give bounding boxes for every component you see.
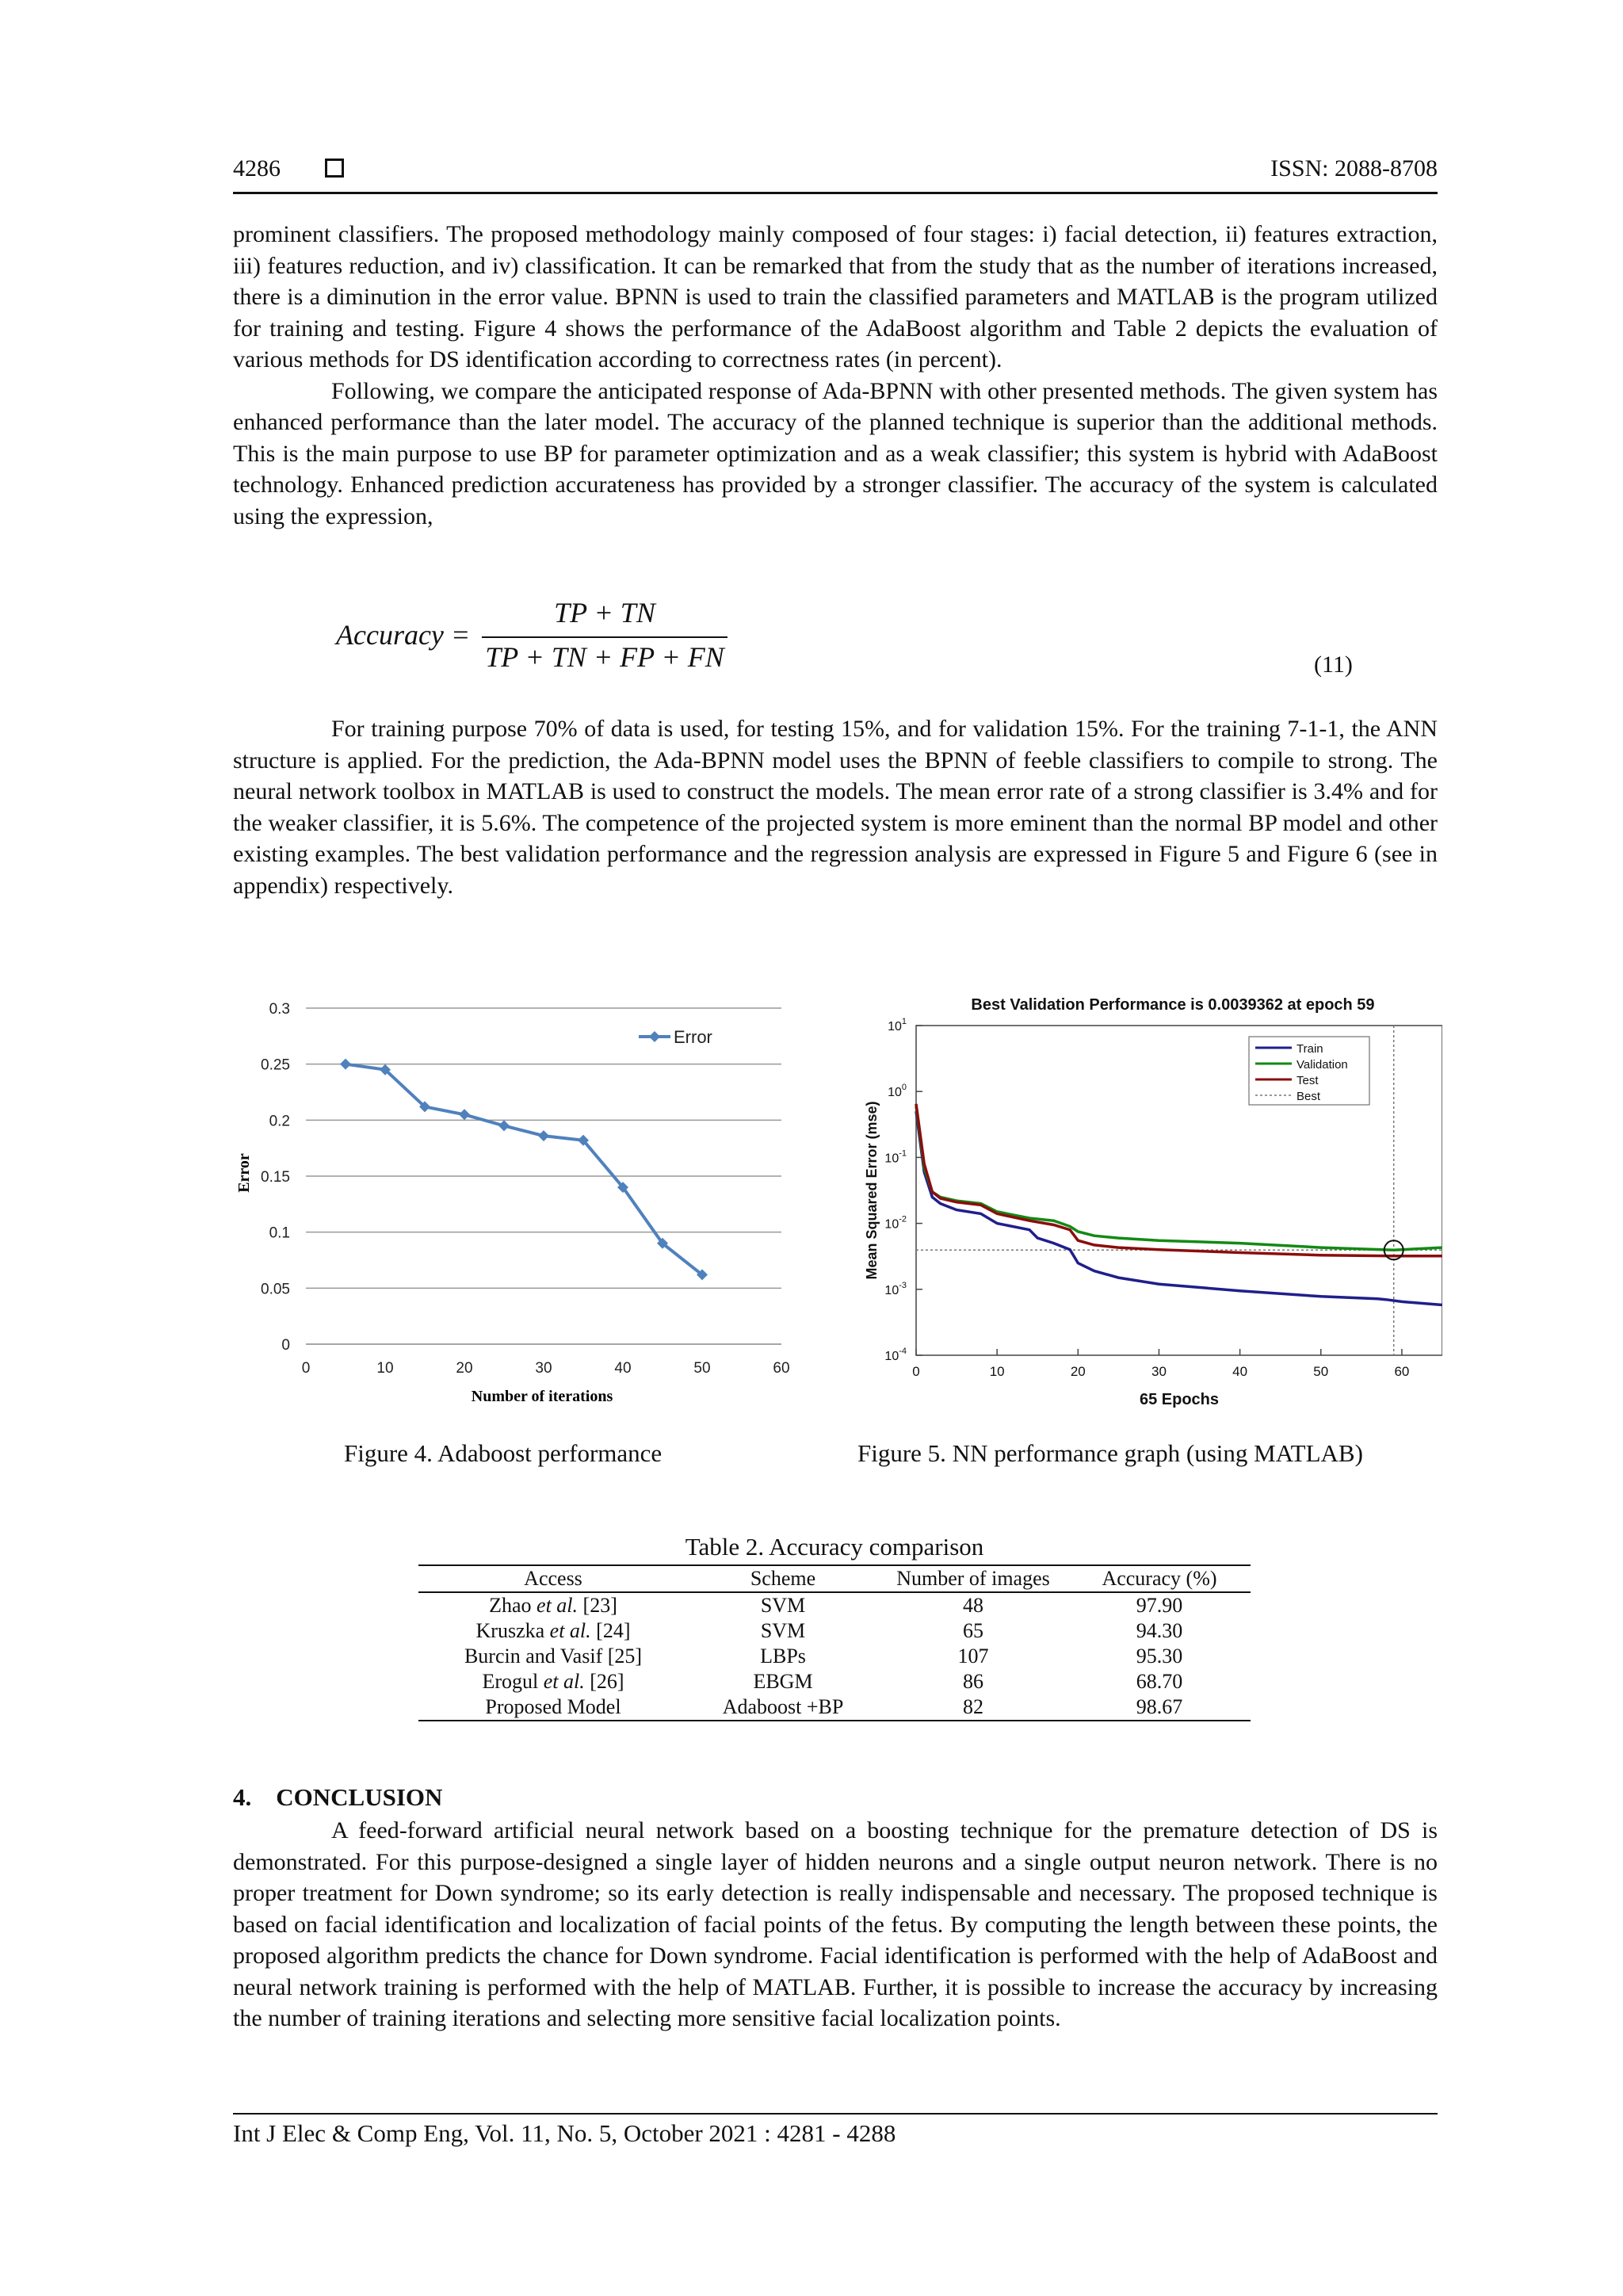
equation-denominator: TP + TN + FP + FN xyxy=(485,641,724,673)
legend-validation-label: Validation xyxy=(1296,1058,1348,1072)
data-point xyxy=(538,1130,549,1141)
scheme-cell: EBGM xyxy=(753,1670,813,1693)
x-tick-label: 20 xyxy=(1070,1364,1086,1379)
table-header-row xyxy=(418,1565,1251,1592)
header-accuracy: Accuracy (%) xyxy=(1068,1565,1251,1592)
accuracy-cell: 68.70 xyxy=(1136,1670,1183,1693)
body-text-top xyxy=(233,219,1438,532)
x-tick-label: 60 xyxy=(1394,1364,1410,1379)
data-point xyxy=(498,1120,510,1131)
accuracy-cell: 95.30 xyxy=(1136,1645,1183,1668)
body-paragraph: Following, we compare the anticipated response of Ada-BPNN with other presented methods. The given system has enhanced performance than the later model. The accuracy of the planned technique is superior than the additional methods. This is the main purpose to use BP for parameter optimization and as a weak classifier; this system is hybrid with AdaBoost technology. Enhanced prediction accurateness has provided by a stronger classifier. The accuracy of the system is calculated using the expression, xyxy=(233,377,1438,529)
data-point xyxy=(459,1109,470,1120)
chart-title: Best Validation Performance is 0.0039362 at epoch 59 xyxy=(971,996,1375,1014)
images-cell: 82 xyxy=(878,1694,1068,1721)
y-tick-label: 0 xyxy=(281,1337,290,1354)
issn: ISSN: 2088-8708 xyxy=(1270,155,1438,181)
footer-rule xyxy=(233,2113,1438,2115)
equation-number: (11) xyxy=(1314,651,1353,678)
accuracy-cell: 98.67 xyxy=(1068,1694,1251,1721)
header-images: Number of images xyxy=(878,1565,1068,1592)
x-tick-label: 50 xyxy=(1313,1364,1329,1379)
section-heading: 4. CONCLUSION xyxy=(233,1783,443,1811)
table-row xyxy=(418,1694,1251,1721)
images-cell: 107 xyxy=(957,1645,989,1668)
equation-numerator: TP + TN xyxy=(554,597,655,628)
legend-label: Error xyxy=(674,1027,712,1047)
table-row xyxy=(418,1669,1251,1694)
figure-5-chart xyxy=(856,991,1442,1419)
access-cell: Erogul et al. [26] xyxy=(482,1670,624,1693)
equation-lhs: Accuracy = xyxy=(336,619,471,651)
y-tick-label: $10^{-4}$ xyxy=(884,1347,907,1363)
scheme-cell: Adaboost +BP xyxy=(688,1694,878,1721)
access-cell: Zhao et al. [23] xyxy=(489,1594,617,1617)
y-axis-label: Mean Squared Error (mse) xyxy=(864,1101,880,1280)
y-tick-label: 0.2 xyxy=(269,1113,290,1130)
y-tick-label: 0.1 xyxy=(269,1224,290,1242)
y-tick-label: 0.3 xyxy=(269,1001,290,1018)
images-cell: 48 xyxy=(963,1594,983,1617)
y-tick-label: 0.25 xyxy=(261,1056,290,1074)
x-tick-label: 10 xyxy=(989,1364,1005,1379)
accuracy-cell: 97.90 xyxy=(1136,1594,1183,1617)
x-tick-label: 40 xyxy=(1232,1364,1248,1379)
y-tick-label: $10^{-3}$ xyxy=(884,1280,907,1297)
y-tick-label: 0.15 xyxy=(261,1169,290,1186)
body-paragraph: For training purpose 70% of data is used, for testing 15%, and for validation 15%. For the training 7-1-1, the ANN structure is applied. For the prediction, the Ada-BPNN model uses the BPNN of feeble classifiers to compile to strong. The neural network toolbox in MATLAB is used to construct the models. The mean error rate of a strong classifier is 3.4% and for the weaker classifier, it is 5.6%. The competence of the projected system is more eminent than the normal BP model and other existing examples. The best validation performance and the regression analysis are expressed in Figure 5 and Figure 6 (see in appendix) respectively. xyxy=(233,716,1438,899)
y-tick-label: 0.05 xyxy=(261,1281,290,1298)
body-paragraph: A feed-forward artificial neural network based on a boosting technique for the premature detection of DS is demonstrated. For this purpose-designed a single layer of hidden neurons and a single output neuron network. There is no proper treatment for Down syndrome; so its early detection is really indispensable and necessary. The proposed technique is based on facial identification and localization of facial points of the fetus. By computing the length between these points, the proposed algorithm predicts the chance for Down syndrome. Facial identification is performed with the help of AdaBoost and neural network training is performed with the help of MATLAB. Further, it is possible to increase the accuracy by increasing the number of training iterations and selecting more sensitive facial localization points. xyxy=(233,1817,1438,2031)
x-tick-label: 50 xyxy=(693,1360,711,1377)
scheme-cell: SVM xyxy=(760,1594,806,1617)
figure-4-chart xyxy=(233,991,804,1411)
y-tick-label: $10^{-1}$ xyxy=(884,1148,907,1166)
accuracy-table xyxy=(418,1564,1251,1721)
page-number: 4286 xyxy=(233,155,281,181)
data-point xyxy=(340,1059,351,1070)
access-cell: Burcin and Vasif [25] xyxy=(464,1645,643,1668)
y-axis-label: Error xyxy=(235,1153,253,1193)
x-tick-label: 60 xyxy=(773,1360,790,1377)
error-series-line xyxy=(346,1064,702,1275)
figure-4-caption: Figure 4. Adaboost performance xyxy=(344,1439,663,1467)
table-row xyxy=(418,1644,1251,1669)
x-tick-label: 30 xyxy=(1151,1364,1167,1379)
x-axis-label: 65 Epochs xyxy=(1139,1391,1220,1408)
y-tick-label: $10^0$ xyxy=(888,1083,907,1100)
access-cell: Kruszka et al. [24] xyxy=(475,1619,631,1642)
images-cell: 65 xyxy=(963,1619,983,1642)
x-tick-label: 30 xyxy=(535,1360,552,1377)
accuracy-cell: 94.30 xyxy=(1136,1619,1183,1642)
images-cell: 86 xyxy=(963,1670,983,1693)
scheme-cell: LBPs xyxy=(760,1645,806,1668)
x-tick-label: 0 xyxy=(301,1360,311,1377)
header-rule xyxy=(233,192,1438,194)
y-tick-label: $10^1$ xyxy=(888,1017,907,1033)
x-tick-label: 0 xyxy=(912,1364,920,1379)
legend-marker xyxy=(649,1031,660,1042)
body-text-conclusion xyxy=(233,1815,1438,2034)
x-tick-label: 40 xyxy=(614,1360,632,1377)
table-2-caption: Table 2. Accuracy comparison xyxy=(685,1533,984,1561)
y-tick-label: $10^{-2}$ xyxy=(884,1214,907,1232)
body-paragraph: prominent classifiers. The proposed methodology mainly composed of four stages: i) facial detection, ii) features extraction, iii) features reduction, and iv) classification. It can be remarked that from the study that as the number of iterations increased, there is a diminution in the error value. BPNN is used to train the classified parameters and MATLAB is the program utilized for training and testing. Figure 4 shows the performance of the AdaBoost algorithm and Table 2 depicts the evaluation of various methods for DS identification according to correctness rates (in percent). xyxy=(233,221,1438,372)
table-row xyxy=(418,1592,1251,1618)
x-tick-label: 20 xyxy=(456,1360,473,1377)
access-cell: Proposed Model xyxy=(418,1694,688,1721)
legend-test-label: Test xyxy=(1296,1074,1319,1087)
legend-train-label: Train xyxy=(1296,1042,1323,1056)
fraction-bar xyxy=(482,636,727,638)
scheme-cell: SVM xyxy=(760,1619,806,1642)
header-scheme: Scheme xyxy=(688,1565,878,1592)
legend-best-label: Best xyxy=(1296,1090,1321,1103)
x-tick-label: 10 xyxy=(376,1360,394,1377)
figure-5-caption: Figure 5. NN performance graph (using MATLAB) xyxy=(857,1439,1363,1467)
body-text-middle xyxy=(233,713,1438,901)
x-axis-label: Number of iterations xyxy=(471,1388,613,1405)
table-row xyxy=(418,1618,1251,1644)
header-access: Access xyxy=(418,1565,688,1592)
square-icon xyxy=(325,159,344,178)
footer-citation: Int J Elec & Comp Eng, Vol. 11, No. 5, October 2021 : 4281 - 4288 xyxy=(233,2119,896,2147)
